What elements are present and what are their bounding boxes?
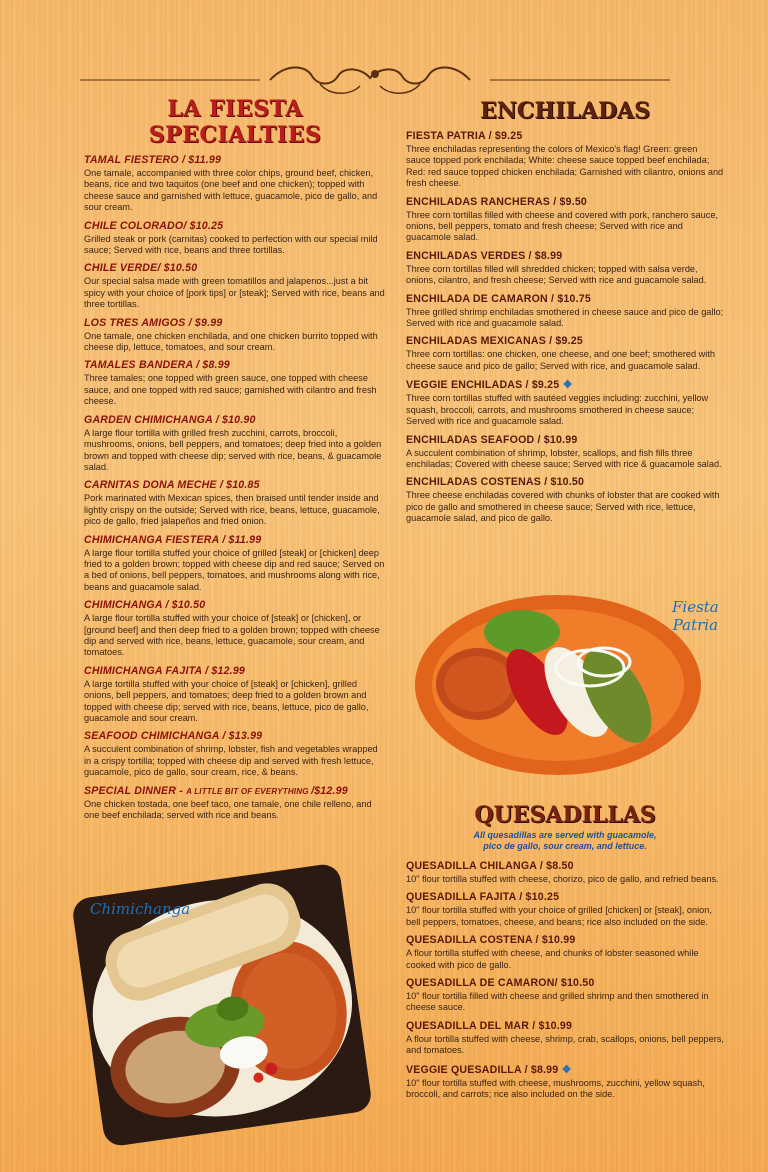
menu-item-name: QUESADILLA CHILANGA / $8.50 [406,860,574,872]
menu-item-name: CHIMICHANGA FIESTERA / $11.99 [84,533,262,546]
menu-item-name: CHIMICHANGA FAJITA / $12.99 [84,664,245,677]
menu-item-name: FIESTA PATRIA / $9.25 [406,130,523,142]
menu-item-desc: Grilled steak or pork (carnitas) cooked to perfection with our special mild sauce; Served with rice, beans and three tortillas. [84,233,378,256]
menu-item-desc: A large flour tortilla with grilled fresh zucchini, carrots, broccoli, mushrooms, onions, bell peppers, and tomatoes; deep fried into a golden brown and topped with cheese dip; served with rice, beans, & guacamole salad. [84,427,382,472]
veggie-icon: ❖ [559,379,573,392]
menu-item-desc: 10" flour tortilla filled with cheese and grilled shrimp and then smothered in cheese sauce. [406,991,709,1013]
menu-item-name: QUESADILLA COSTENA / $10.99 [406,934,576,947]
enchiladas-column [406,98,724,529]
quesadillas-list [406,860,724,1100]
menu-item-name: QUESADILLA DE CAMARON/ $10.50 [406,977,595,990]
menu-item-desc: Three corn tortillas filled with cheese and covered with pork, ranchero sauce, onions, bell peppers, tomato and fresh cheese; Served with rice and guacamole salad. [406,209,719,243]
menu-item-name: LOS TRES AMIGOS / $9.99 [84,316,223,329]
quesadillas-title: QUESADILLAS [474,802,656,828]
menu-item-desc: A succulent combination of shrimp, lobster, fish and vegetables wrapped in a crispy tortilla; topped with cheese dip and served with fresh lettuce, guacamole, pico de gallo, sour cream, rice, & beans. [84,744,378,778]
menu-item-name: CHILE VERDE/ $10.50 [84,262,198,275]
menu-item-desc: A large flour tortilla stuffed with your choice of [steak] or [chicken], or [ground beef] and then deep fried to a golden brown; topped with cheese dip and served with rice, beans, lettuce, guacamole, sour cream, and tomatoes. [84,613,380,658]
menu-item-desc: A flour tortilla stuffed with cheese, and chunks of lobster seasoned while cooked with pico de gallo. [406,948,699,970]
menu-item-desc: 10" flour tortilla stuffed with your choice of grilled [chicken] or [steak], onion, bell peppers, tomatoes, cheese, and beans; rice also included on the side. [406,905,712,927]
chimichanga-caption: Chimichanga [90,900,191,918]
menu-item-desc: One tamale, accompanied with three color chips, ground beef, chicken, beans, rice and two taquitos (one beef and one chicken); topped with cheese sauce and garnished with lettuce, guacamole, pico de gallo, and sour cream. [84,168,378,213]
enchiladas-list [406,130,724,525]
menu-item-name: ENCHILADAS SEAFOOD / $10.99 [406,433,578,446]
menu-item-name: VEGGIE QUESADILLA / $8.99 ❖ [406,1063,572,1076]
special-dinner-name: SPECIAL DINNER - A LITTLE BIT OF EVERYTHING /$12.99 [84,784,348,797]
menu-item-name: ENCHILADA DE CAMARON / $10.75 [406,292,591,305]
fiesta-patria-caption: Fiesta Patria [672,598,719,634]
menu-item-desc: Three corn tortillas filled will shredded chicken; topped with salsa verde, onions, cilantro, and fresh cheese; Served with rice and guacamole salad. [406,263,707,286]
menu-item-name: QUESADILLA DEL MAR / $10.99 [406,1019,573,1032]
menu-item-desc: Three grilled shrimp enchiladas smothered in cheese sauce and pico de gallo; Served with rice and guacamole salad. [406,306,724,329]
menu-item-desc: 10" flour tortilla stuffed with cheese, chorizo, pico de gallo, and refried beans. [406,874,719,884]
menu-item-name: TAMALES BANDERA / $8.99 [84,359,230,372]
specialties-list [84,154,386,779]
veggie-icon: ❖ [558,1063,572,1076]
menu-item-desc: Three tamales; one topped with green sauce, one topped with cheese sauce, and one topped with red sauce; garnished with cilantro and fresh cheese. [84,373,377,407]
fiesta-patria-photo [412,592,704,778]
menu-item-desc: A succulent combination of shrimp, lobster, scallops, and fish fills three enchiladas; Covered with cheese sauce; Served with rice & guacamole salad. [406,447,722,469]
menu-item-desc: Three cheese enchiladas covered with chunks of lobster that are cooked with pico de gallo and smothered in cheese sauce; Served with rice, lettuce, guacamole salad, and pico de gallo. [406,490,720,524]
menu-item-name: CARNITAS DONA MECHE / $10.85 [84,479,260,492]
quesadillas-subtitle: All quesadillas are served with guacamole, pico de gallo, sour cream, and lettuce. [473,830,657,851]
specialties-title: LA FIESTA SPECIALTIES [148,96,322,148]
menu-item-name: GARDEN CHIMICHANGA / $10.90 [84,413,256,426]
enchiladas-title: ENCHILADAS [479,98,651,124]
menu-item-name: CHILE COLORADO/ $10.25 [84,219,224,232]
menu-item-desc: 10" flour tortilla stuffed with cheese, mushrooms, zucchini, yellow squash, broccoli, and carrots; rice also included on the side. [406,1077,705,1100]
menu-item-name: ENCHILADAS COSTENAS / $10.50 [406,476,585,489]
menu-item-desc: Three enchiladas representing the colors of Mexico's flag! Green: green sauce topped pork enchilada; White: cheese sauce topped beef enchilada; Red: red sauce topped chicken enchilada; Garnished with cilantro, onions and fresh cheese. [406,144,724,189]
menu-item-desc: A large flour tortilla stuffed your choice of grilled [steak] or [chicken] deep fried to a golden brown; topped with cheese dip and red sauce; Served on a bed of onions, bell peppers, tomatoes, and mushrooms along with rice, beans and guacamole salad. [84,547,385,592]
menu-item-desc: Three corn tortillas: one chicken, one cheese, and one beef; smothered with cheese sauce and pico de gallo; Served with rice, and guacamole salad. [406,349,715,371]
quesadillas-section [406,802,724,1104]
menu-item-name: ENCHILADAS VERDES / $8.99 [406,249,563,262]
menu-item-name: CHIMICHANGA / $10.50 [84,599,206,612]
menu-item-name: ENCHILADAS MEXICANAS / $9.25 [406,335,583,348]
menu-item-name: SEAFOOD CHIMICHANGA / $13.99 [84,730,263,743]
menu-item-name: QUESADILLA FAJITA / $10.25 [406,891,560,904]
menu-item-desc: A large tortilla stuffed with your choice of [steak] or [chicken], grilled onions, bell peppers, and tomatoes; deep fried to a golden brown and topped with cheese dip; served with rice, beans, lettuce, pico de gallo, guacamole and sour cream. [84,678,369,723]
menu-item-name: VEGGIE ENCHILADAS / $9.25 ❖ [406,379,573,392]
menu-item-desc: A flour tortilla stuffed with cheese, shrimp, crab, scallops, onions, bell peppers, and tomatoes. [406,1033,724,1056]
special-dinner-desc: One chicken tostada, one beef taco, one tamale, one chile relleno, and one beef enchilada; served with rice and beans. [84,798,372,821]
menu-item-desc: Three corn tortillas stuffed with sautéed veggies including: zucchini, yellow squash, broccoli, carrots, and mushrooms smothered in cheese sauce; Served with rice and guacamole salad. [406,393,709,427]
menu-item-name: TAMAL FIESTERO / $11.99 [84,154,222,166]
menu-item-desc: Our special salsa made with green tomatillos and jalapenos...just a bit spicy with your choice of [pork tips] or [steak]; Served with rice, beans and three tortillas. [84,276,385,310]
specialties-column [84,96,386,825]
menu-item-desc: One tamale, one chicken enchilada, and one chicken burrito topped with cheese dip, lettuce, tomatoes, and sour cream. [84,330,378,353]
menu-item-name: ENCHILADAS RANCHERAS / $9.50 [406,195,588,208]
menu-item-desc: Pork marinated with Mexican spices, then braised until tender inside and lightly crispy on the outside; Served with rice, beans, lettuce, guacamole, pico de gallo, fried jalapeños and fried onion. [84,493,380,527]
